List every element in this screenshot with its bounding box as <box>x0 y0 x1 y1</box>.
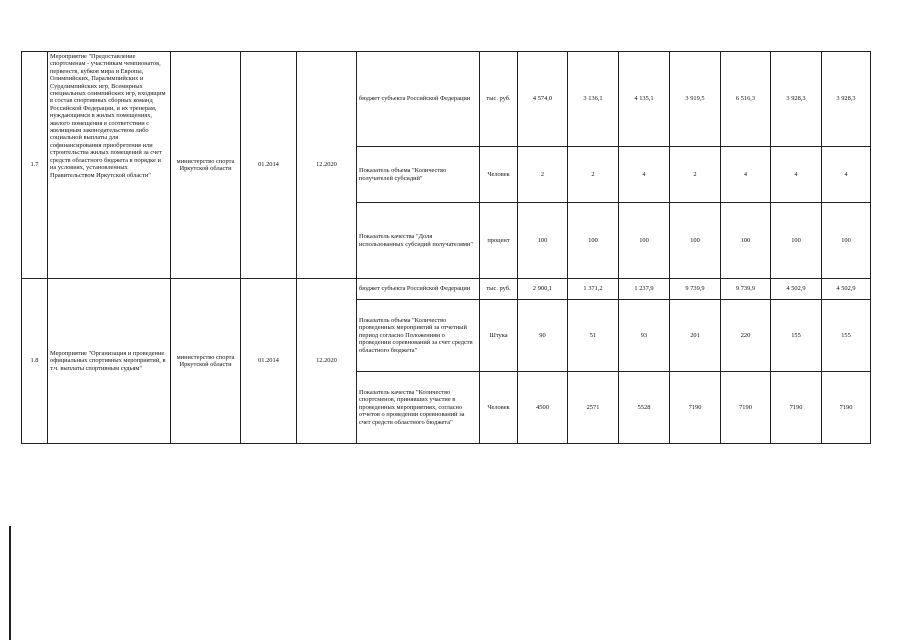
value-cell: 9 739,9 <box>670 279 721 300</box>
value-cell: 93 <box>619 300 670 372</box>
value-cell: 7190 <box>822 372 871 444</box>
unit: Человек <box>480 147 518 203</box>
value-cell: 9 739,9 <box>721 279 771 300</box>
row-number: 1.7 <box>22 52 48 279</box>
value-cell: 201 <box>670 300 721 372</box>
value-cell: 220 <box>721 300 771 372</box>
value-cell: 100 <box>771 203 822 279</box>
value-cell: 100 <box>721 203 771 279</box>
value-cell: 4 135,1 <box>619 52 670 147</box>
measure-description: Мероприятие "Организация и проведение официальных спортивных мероприятий, в т.ч. выплаты спортивным судьям" <box>48 279 171 444</box>
indicator-name: бюджет субъекта Российской Федерации <box>357 279 480 300</box>
scan-edge-line <box>9 526 11 640</box>
value-cell: 90 <box>518 300 568 372</box>
measure-description: Мероприятие "Предоставление спортсменам - участникам чемпионатов, первенств, кубков мира и Европы, Олимпийских, Паралимпийских и Сурдлимпийских игр, Всемирных специальных олимпийских игр, входящим в состав спортивных сборных команд Российской Федерации, и их тренерам, нуждающимся в жилых помещениях, жилого помещения в соответствии с жилищным законодательством либо социальной выплаты для софинансирования приобретения или строительства жилых помещений за счет средств областного бюджета в порядке и на условиях, установленных Правительством Иркутской области" <box>48 52 171 279</box>
value-cell: 100 <box>619 203 670 279</box>
value-cell: 2 <box>568 147 619 203</box>
value-cell: 4 <box>619 147 670 203</box>
value-cell: 4 502,9 <box>771 279 822 300</box>
value-cell: 1 237,9 <box>619 279 670 300</box>
executor: министерство спорта Иркутской области <box>171 279 241 444</box>
indicator-name: Показатель качества "Доля использованных субсидий получателями" <box>357 203 480 279</box>
value-cell: 7190 <box>721 372 771 444</box>
table-row <box>22 52 871 147</box>
row-number: 1.8 <box>22 279 48 444</box>
start-date: 01.2014 <box>241 52 297 279</box>
unit: процент <box>480 203 518 279</box>
value-cell: 7190 <box>771 372 822 444</box>
indicator-name: Показатель объема "Количество получателей субсидий" <box>357 147 480 203</box>
table-row <box>22 279 871 300</box>
value-cell: 100 <box>518 203 568 279</box>
value-cell: 4500 <box>518 372 568 444</box>
value-cell: 6 516,3 <box>721 52 771 147</box>
value-cell: 2571 <box>568 372 619 444</box>
value-cell: 2 <box>518 147 568 203</box>
unit: Штука <box>480 300 518 372</box>
indicator-name: Показатель качества "Количество спортсменов, принявших участие в проведенных мероприятиях, согласно отчетов о проведении соревнований за счет средств областного бюджета" <box>357 372 480 444</box>
value-cell: 155 <box>771 300 822 372</box>
value-cell: 3 928,3 <box>822 52 871 147</box>
value-cell: 3 136,1 <box>568 52 619 147</box>
value-cell: 4 <box>721 147 771 203</box>
value-cell: 4 574,0 <box>518 52 568 147</box>
value-cell: 100 <box>670 203 721 279</box>
unit: тыс. руб. <box>480 279 518 300</box>
value-cell: 100 <box>568 203 619 279</box>
program-table <box>21 51 871 444</box>
end-date: 12.2020 <box>297 279 357 444</box>
value-cell: 4 <box>771 147 822 203</box>
value-cell: 4 502,9 <box>822 279 871 300</box>
value-cell: 155 <box>822 300 871 372</box>
value-cell: 3 919,5 <box>670 52 721 147</box>
value-cell: 4 <box>822 147 871 203</box>
value-cell: 7190 <box>670 372 721 444</box>
end-date: 12.2020 <box>297 52 357 279</box>
value-cell: 2 900,1 <box>518 279 568 300</box>
executor: министерство спорта Иркутской области <box>171 52 241 279</box>
value-cell: 5528 <box>619 372 670 444</box>
start-date: 01.2014 <box>241 279 297 444</box>
indicator-name: бюджет субъекта Российской Федерации <box>357 52 480 147</box>
value-cell: 3 928,3 <box>771 52 822 147</box>
value-cell: 1 371,2 <box>568 279 619 300</box>
value-cell: 51 <box>568 300 619 372</box>
unit: Человек <box>480 372 518 444</box>
unit: тыс. руб. <box>480 52 518 147</box>
indicator-name: Показатель объема "Количество проведенных мероприятий за отчетный период согласно Положениям о проведении соревнований за счет средств областного бюджета" <box>357 300 480 372</box>
value-cell: 2 <box>670 147 721 203</box>
value-cell: 100 <box>822 203 871 279</box>
